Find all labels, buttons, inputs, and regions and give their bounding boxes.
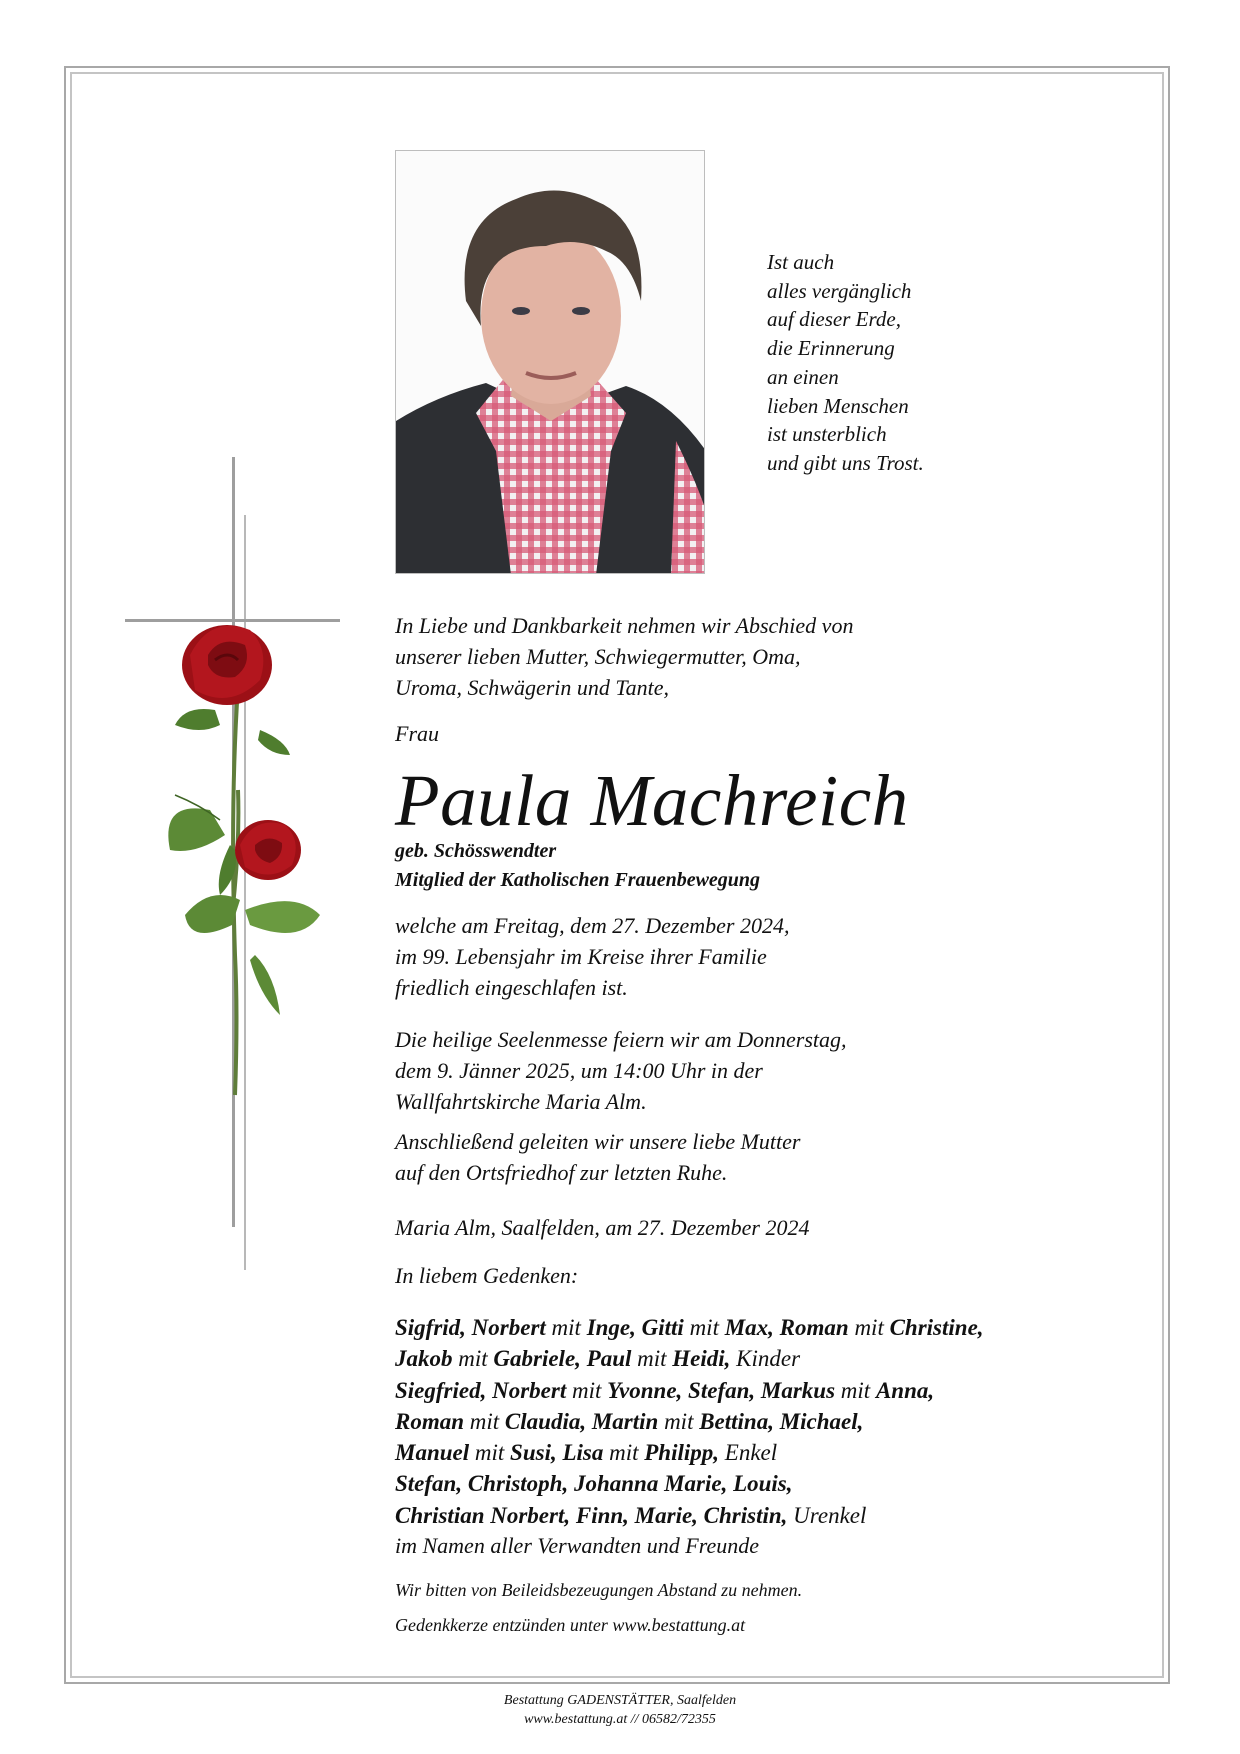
deceased-name: Paula Machreich <box>395 760 909 841</box>
family-line <box>395 1343 984 1374</box>
death-paragraph <box>395 910 790 1003</box>
family-connector: mit <box>452 1346 494 1372</box>
poem-line: Ist auch <box>767 250 835 274</box>
family-connector: Urenkel <box>787 1502 867 1528</box>
poem-line: die Erinnerung <box>767 336 895 361</box>
place-date: Maria Alm, Saalfelden, am 27. Dezember 2024 <box>395 1215 810 1240</box>
family-connector: mit <box>603 1440 645 1466</box>
poem-line: und gibt uns Trost. <box>767 450 924 475</box>
family-line <box>395 1375 984 1406</box>
family-line <box>395 1500 984 1531</box>
poem-line: auf dieser Erde, <box>767 307 901 332</box>
maiden-name: geb. Schösswendter <box>395 840 557 862</box>
family-connector: mit <box>658 1408 700 1434</box>
death-line: friedlich eingeschlafen ist. <box>395 975 628 1000</box>
mass-paragraph <box>395 1024 847 1117</box>
cross-with-roses-image <box>120 455 350 1275</box>
relatives-line: im Namen aller Verwandten und Freunde <box>395 1533 759 1558</box>
family-names: Roman <box>395 1408 465 1434</box>
family-names: Jakob <box>395 1346 453 1372</box>
family-line <box>395 1406 984 1437</box>
family-names: Max, Roman <box>724 1315 849 1340</box>
family-names: Philipp, <box>644 1440 720 1466</box>
poem-line: lieben Menschen <box>767 393 909 418</box>
memorial-candle-note: Gedenkkerze entzünden unter www.bestattung.at <box>395 1615 746 1635</box>
family-names: Anna, <box>875 1377 935 1403</box>
family-names: Manuel <box>395 1440 470 1466</box>
family-names: Siegfried, Norbert <box>395 1377 567 1403</box>
footer-contact: www.bestattung.at // 06582/72355 <box>524 1712 716 1727</box>
family-names: Stefan, Christoph, Johanna Marie, Louis, <box>395 1471 793 1497</box>
poem-line: an einen <box>767 364 839 389</box>
family-connector: mit <box>464 1408 505 1434</box>
family-connector: Enkel <box>719 1440 778 1466</box>
mass-line: dem 9. Jänner 2025, um 14:00 Uhr in der <box>395 1058 763 1083</box>
poem-line: alles vergänglich <box>767 278 912 303</box>
death-line: im 99. Lebensjahr im Kreise ihrer Familie <box>395 944 767 969</box>
family-names: Inge, Gitti <box>586 1315 684 1340</box>
family-names: Yvonne, Stefan, Markus <box>607 1377 836 1403</box>
mass-line: Die heilige Seelenmesse feiern wir am Donnerstag, <box>395 1027 847 1052</box>
family-connector: mit <box>545 1315 587 1340</box>
membership: Mitglied der Katholischen Frauenbewegung <box>395 869 761 891</box>
family-names: Claudia, Martin <box>504 1408 659 1434</box>
family-names: Bettina, Michael, <box>699 1408 864 1434</box>
family-names: Susi, Lisa <box>510 1440 604 1466</box>
family-connector: mit <box>631 1346 673 1372</box>
memory-intro: In liebem Gedenken: <box>395 1263 579 1288</box>
family-connector: Kinder <box>730 1346 801 1372</box>
family-names: Christine, <box>889 1315 984 1340</box>
intro-paragraph <box>395 610 853 703</box>
footer-funeral-home: Bestattung GADENSTÄTTER, Saalfelden <box>503 1693 737 1708</box>
family-line <box>395 1312 984 1343</box>
poem-line: ist unsterblich <box>767 422 887 447</box>
family-connector: mit <box>683 1315 725 1340</box>
mass-line: Wallfahrtskirche Maria Alm. <box>395 1089 647 1114</box>
family-line <box>395 1468 984 1499</box>
death-line: welche am Freitag, dem 27. Dezember 2024, <box>395 913 790 938</box>
intro-line: In Liebe und Dankbarkeit nehmen wir Abschied von <box>395 613 854 638</box>
family-names: Heidi, <box>672 1346 731 1372</box>
family-names: Gabriele, Paul <box>493 1346 632 1372</box>
burial-line: Anschließend geleiten wir unsere liebe Mutter <box>395 1129 801 1154</box>
condolence-note: Wir bitten von Beileidsbezeugungen Abstand zu nehmen. <box>395 1580 803 1600</box>
family-line <box>395 1437 984 1468</box>
family-list <box>395 1312 984 1531</box>
burial-line: auf den Ortsfriedhof zur letzten Ruhe. <box>395 1160 728 1185</box>
intro-line: Uroma, Schwägerin und Tante, <box>395 675 669 700</box>
family-connector: mit <box>835 1377 876 1403</box>
family-names: Christian Norbert, Finn, Marie, Christin, <box>395 1502 788 1528</box>
poem <box>767 248 924 478</box>
burial-paragraph <box>395 1126 800 1188</box>
family-connector: mit <box>566 1377 608 1403</box>
portrait-photo <box>395 150 705 574</box>
family-names: Sigfrid, Norbert <box>395 1315 546 1340</box>
salutation: Frau <box>395 721 439 746</box>
family-connector: mit <box>848 1315 890 1340</box>
family-connector: mit <box>469 1440 511 1466</box>
intro-line: unserer lieben Mutter, Schwiegermutter, Oma, <box>395 644 801 669</box>
